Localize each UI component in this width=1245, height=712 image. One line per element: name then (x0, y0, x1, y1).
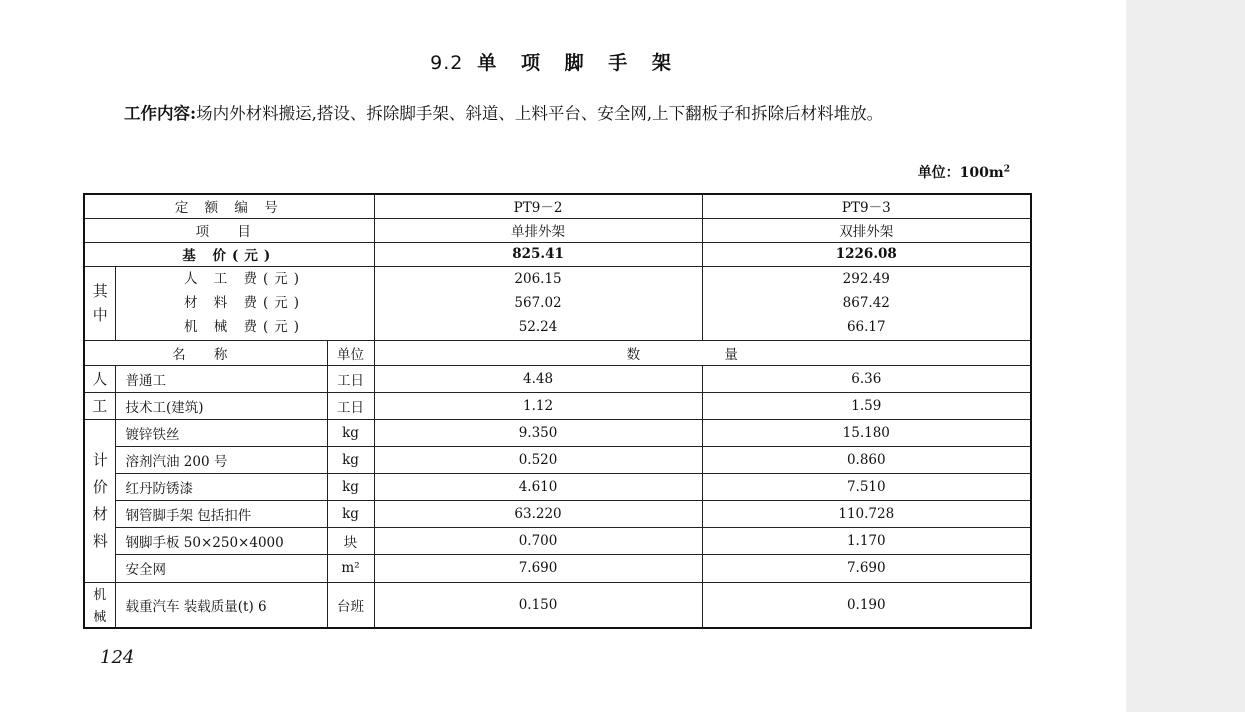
labor-unit-2: 工日 (327, 392, 374, 419)
material-val-3-2: 7.510 (702, 473, 1031, 500)
material-name-6: 安全网 (115, 555, 327, 582)
material-cat-char-2: 价 (92, 477, 108, 496)
material-cost-2: 867.42 (842, 295, 890, 311)
machine-cat-char-2: 械 (93, 609, 107, 625)
machine-cat-char-1: 机 (93, 587, 107, 603)
material-cat-char-4: 料 (92, 531, 108, 550)
cost-group-label (84, 266, 115, 340)
unit-label-sup: 2 (1003, 164, 1010, 175)
material-val-4-1: 63.220 (374, 500, 702, 527)
unit-label (870, 162, 1010, 182)
labor-unit-1: 工日 (327, 365, 374, 392)
labor-cat-2: 工 (84, 392, 115, 419)
material-row-3 (84, 473, 1031, 500)
material-val-5-1: 0.700 (374, 528, 702, 555)
material-val-2-2: 0.860 (702, 446, 1031, 473)
material-name-2: 溶剂汽油 200 号 (115, 446, 327, 473)
row-costs (84, 266, 1031, 340)
unit-label-text: 单位：100m (917, 165, 1004, 181)
price-2: 1226.08 (702, 242, 1031, 266)
material-row-2 (84, 446, 1031, 473)
material-row-1 (84, 419, 1031, 446)
material-unit-3: kg (327, 473, 374, 500)
labor-cost-2: 292.49 (842, 271, 890, 287)
quota-table (83, 193, 1032, 629)
material-unit-1: kg (327, 419, 374, 446)
material-cost-label: 材 料 费(元) (183, 295, 306, 311)
machine-val-1-2: 0.190 (702, 582, 1031, 628)
work-content-paragraph (82, 98, 1032, 130)
cost-group-char-1: 其 (92, 282, 108, 300)
labor-cost-label: 人 工 费(元) (183, 271, 306, 287)
material-cost-1: 567.02 (514, 295, 562, 311)
labor-row-2 (84, 392, 1031, 419)
section-title (0, 48, 1110, 75)
material-unit-5: 块 (327, 528, 374, 555)
material-val-1-2: 15.180 (702, 419, 1031, 446)
header-name: 名 称 (84, 340, 327, 365)
labor-val-1-1: 4.48 (374, 365, 702, 392)
item-2: 双排外架 (702, 218, 1031, 242)
row-header (84, 340, 1031, 365)
code-1: PT9－2 (374, 194, 702, 218)
material-name-4: 钢管脚手架 包括扣件 (115, 500, 327, 527)
labor-name-1: 普通工 (115, 365, 327, 392)
machine-name-1: 载重汽车 装载质量(t) 6 (115, 582, 327, 628)
machine-cost-1: 52.24 (518, 319, 558, 335)
code-2: PT9－3 (702, 194, 1031, 218)
material-val-1-1: 9.350 (374, 419, 702, 446)
material-name-5: 钢脚手板 50×250×4000 (115, 528, 327, 555)
material-name-1: 镀锌铁丝 (115, 419, 327, 446)
row-code (84, 194, 1031, 218)
material-val-4-2: 110.728 (702, 500, 1031, 527)
machine-cat (84, 582, 115, 628)
cost-values-1 (374, 266, 702, 340)
header-qty: 数 量 (374, 340, 1031, 365)
header-unit: 单位 (327, 340, 374, 365)
row-item (84, 218, 1031, 242)
machine-cost-2: 66.17 (846, 319, 886, 335)
labor-cat-1: 人 (84, 365, 115, 392)
material-row-5 (84, 528, 1031, 555)
material-unit-6: m² (327, 555, 374, 582)
item-1: 单排外架 (374, 218, 702, 242)
machine-val-1-1: 0.150 (374, 582, 702, 628)
material-row-4 (84, 500, 1031, 527)
material-val-2-1: 0.520 (374, 446, 702, 473)
material-row-6 (84, 555, 1031, 582)
page-number: 124 (100, 647, 135, 668)
cost-labels (115, 266, 374, 340)
labor-row-1 (84, 365, 1031, 392)
labor-name-2: 技术工(建筑) (115, 392, 327, 419)
material-unit-4: kg (327, 500, 374, 527)
cost-group-char-2: 中 (92, 306, 108, 324)
material-unit-2: kg (327, 446, 374, 473)
labor-val-2-1: 1.12 (374, 392, 702, 419)
code-label: 定 额 编 号 (84, 194, 374, 218)
work-content-lead: 工作内容: (124, 104, 197, 123)
price-label: 基 价(元) (84, 242, 374, 266)
labor-cost-1: 206.15 (514, 271, 562, 287)
labor-val-2-2: 1.59 (702, 392, 1031, 419)
labor-val-1-2: 6.36 (702, 365, 1031, 392)
material-name-3: 红丹防锈漆 (115, 473, 327, 500)
material-val-6-1: 7.690 (374, 555, 702, 582)
material-cat-char-1: 计 (92, 450, 108, 469)
machine-cost-label: 机 械 费(元) (183, 319, 306, 335)
material-cat-char-3: 材 (92, 504, 108, 523)
section-title-text: 单 项 脚 手 架 (477, 52, 680, 74)
material-cat (84, 419, 115, 582)
item-label: 项 目 (84, 218, 374, 242)
material-val-5-2: 1.170 (702, 528, 1031, 555)
work-content-text: 场内外材料搬运,搭设、拆除脚手架、斜道、上料平台、安全网,上下翻板子和拆除后材料堆放。 (196, 104, 884, 123)
cost-values-2 (702, 266, 1031, 340)
row-price (84, 242, 1031, 266)
price-1: 825.41 (374, 242, 702, 266)
section-number: 9.2 (430, 52, 464, 74)
machine-unit-1: 台班 (327, 582, 374, 628)
material-val-3-1: 4.610 (374, 473, 702, 500)
material-val-6-2: 7.690 (702, 555, 1031, 582)
machine-row-1 (84, 582, 1031, 628)
viewer-gutter (1126, 0, 1245, 712)
